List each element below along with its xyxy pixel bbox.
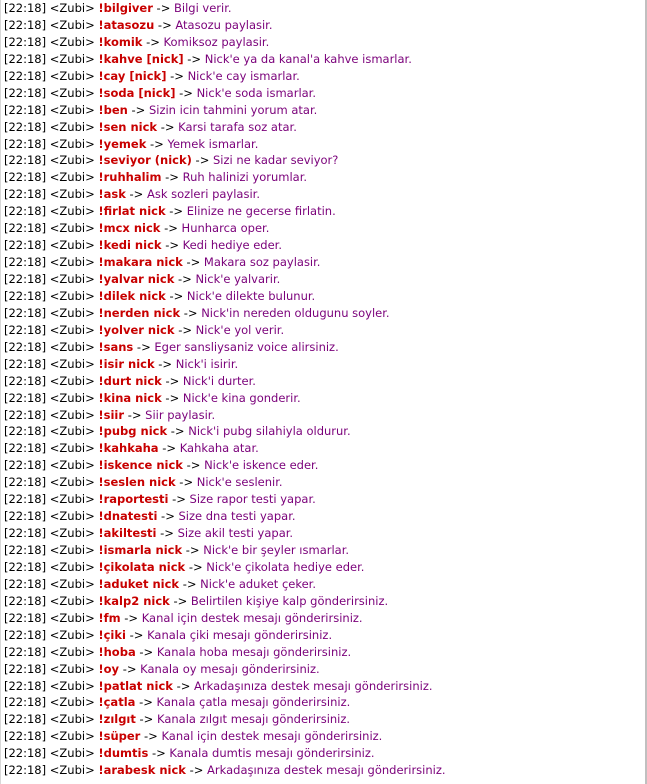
timestamp: [22:18]	[4, 51, 47, 66]
timestamp: [22:18]	[4, 509, 47, 524]
command-description: Hunharca oper.	[181, 221, 270, 236]
sender-nick: <Zubi>	[49, 407, 95, 422]
arrow-separator: ->	[164, 221, 178, 236]
arrow-separator: ->	[157, 17, 172, 32]
chat-message	[4, 762, 643, 779]
chat-message	[4, 169, 643, 186]
timestamp: [22:18]	[4, 678, 47, 693]
arrow-separator: ->	[189, 763, 204, 778]
chat-message	[4, 356, 643, 373]
arrow-separator: ->	[188, 559, 203, 574]
timestamp: [22:18]	[4, 85, 47, 100]
chat-message	[4, 339, 643, 356]
command-text: !çatla	[98, 695, 136, 710]
sender-nick: <Zubi>	[49, 51, 95, 66]
chat-message	[4, 694, 643, 711]
timestamp: [22:18]	[4, 729, 47, 744]
chat-message	[4, 237, 643, 254]
chat-message	[4, 102, 643, 119]
chat-message	[4, 491, 643, 508]
command-description: Nick'e seslenir.	[196, 475, 283, 490]
sender-nick: <Zubi>	[49, 695, 95, 710]
arrow-separator: ->	[185, 543, 200, 557]
command-description: Kanala zılgıt mesajı gönderirsiniz.	[156, 712, 351, 727]
sender-nick: <Zubi>	[49, 492, 95, 507]
command-description: Kedi hediye eder.	[182, 238, 283, 253]
sender-nick: <Zubi>	[49, 661, 95, 676]
timestamp: [22:18]	[4, 475, 47, 490]
command-text: !dilek nick	[98, 288, 166, 303]
command-description: Komiksoz paylasir.	[163, 34, 270, 49]
sender-nick: <Zubi>	[49, 255, 95, 270]
arrow-separator: ->	[187, 51, 202, 66]
command-description: Kanala dumtis mesajı gönderirsiniz.	[169, 746, 375, 761]
timestamp: [22:18]	[4, 34, 47, 49]
timestamp: [22:18]	[4, 458, 47, 473]
chat-message	[4, 152, 643, 169]
chat-message	[4, 186, 643, 203]
timestamp: [22:18]	[4, 153, 47, 168]
command-description: Kanala çiki mesajı gönderirsiniz.	[147, 627, 333, 642]
chat-message	[4, 610, 643, 627]
chat-message	[4, 745, 643, 762]
arrow-separator: ->	[129, 627, 144, 642]
command-description: Nick'e yol verir.	[195, 322, 285, 337]
sender-nick: <Zubi>	[49, 526, 95, 541]
timestamp: [22:18]	[4, 1, 47, 15]
command-text: !aduket nick	[98, 576, 180, 591]
command-description: Nick'e yalvarir.	[195, 272, 281, 286]
chat-message	[4, 390, 643, 407]
arrow-separator: ->	[124, 610, 139, 625]
arrow-separator: ->	[179, 475, 194, 490]
chat-message	[4, 68, 643, 85]
sender-nick: <Zubi>	[49, 322, 95, 337]
chat-message	[4, 678, 643, 695]
timestamp: [22:18]	[4, 610, 47, 625]
command-description: Kanal için destek mesajı gönderirsiniz.	[161, 729, 383, 744]
timestamp: [22:18]	[4, 68, 47, 83]
chat-message	[4, 322, 643, 339]
timestamp: [22:18]	[4, 322, 47, 337]
timestamp: [22:18]	[4, 559, 47, 574]
sender-nick: <Zubi>	[49, 576, 95, 591]
arrow-separator: ->	[127, 407, 142, 422]
arrow-separator: ->	[139, 695, 153, 710]
chat-message	[4, 271, 643, 288]
sender-nick: <Zubi>	[49, 509, 95, 524]
timestamp: [22:18]	[4, 272, 47, 286]
arrow-separator: ->	[131, 102, 146, 117]
timestamp: [22:18]	[4, 424, 47, 439]
chat-message	[4, 17, 643, 34]
command-text: !kina nick	[98, 390, 162, 405]
sender-nick: <Zubi>	[49, 1, 95, 15]
timestamp: [22:18]	[4, 356, 47, 371]
command-text: !seslen nick	[98, 475, 176, 490]
arrow-separator: ->	[183, 305, 198, 320]
chat-message	[4, 661, 643, 678]
timestamp: [22:18]	[4, 712, 47, 727]
sender-nick: <Zubi>	[49, 204, 95, 219]
timestamp: [22:18]	[4, 441, 47, 456]
timestamp: [22:18]	[4, 136, 47, 151]
sender-nick: <Zubi>	[49, 390, 95, 405]
sender-nick: <Zubi>	[49, 34, 95, 49]
sender-nick: <Zubi>	[49, 475, 95, 490]
command-description: Nick'e iskence eder.	[204, 458, 319, 473]
command-text: !dumtis	[98, 746, 149, 761]
command-description: Size rapor testi yapar.	[189, 492, 316, 507]
command-text: !kahve [nick]	[98, 51, 184, 66]
command-text: !seviyor (nick)	[98, 153, 192, 168]
timestamp: [22:18]	[4, 695, 47, 710]
timestamp: [22:18]	[4, 305, 47, 320]
command-description: Arkadaşınıza destek mesajı gönderirsiniz.	[194, 678, 433, 693]
command-description: Arkadaşınıza destek mesajı gönderirsiniz.	[207, 763, 446, 778]
arrow-separator: ->	[156, 1, 171, 15]
arrow-separator: ->	[160, 526, 174, 541]
message-list	[4, 0, 643, 779]
command-text: !fm	[98, 610, 121, 625]
timestamp: [22:18]	[4, 204, 47, 219]
sender-nick: <Zubi>	[49, 153, 95, 168]
timestamp: [22:18]	[4, 593, 47, 608]
command-description: Nick'e cay ismarlar.	[187, 68, 300, 83]
command-description: Nick'i durter.	[182, 373, 256, 388]
arrow-separator: ->	[172, 492, 186, 507]
arrow-separator: ->	[165, 373, 180, 388]
arrow-separator: ->	[146, 34, 160, 49]
sender-nick: <Zubi>	[49, 221, 95, 236]
arrow-separator: ->	[179, 85, 193, 100]
command-text: !dnatesti	[98, 509, 158, 524]
arrow-separator: ->	[151, 746, 166, 761]
command-text: !yemek	[98, 136, 147, 151]
command-text: !durt nick	[98, 373, 162, 388]
chat-message	[4, 627, 643, 644]
command-text: !pubg nick	[98, 424, 168, 439]
command-text: !cay [nick]	[98, 68, 167, 83]
command-text: !yalvar nick	[98, 272, 175, 286]
arrow-separator: ->	[161, 509, 175, 524]
command-text: !iskence nick	[98, 458, 183, 473]
timestamp: [22:18]	[4, 746, 47, 761]
command-text: !ruhhalim	[98, 170, 162, 185]
sender-nick: <Zubi>	[49, 68, 95, 83]
command-description: Ruh halinizi yorumlar.	[182, 170, 308, 185]
chat-message	[4, 288, 643, 305]
sender-nick: <Zubi>	[49, 17, 95, 32]
timestamp: [22:18]	[4, 119, 47, 134]
sender-nick: <Zubi>	[49, 85, 95, 100]
arrow-separator: ->	[186, 458, 201, 473]
command-text: !raportesti	[98, 492, 169, 507]
sender-nick: <Zubi>	[49, 170, 95, 185]
sender-nick: <Zubi>	[49, 729, 95, 744]
sender-nick: <Zubi>	[49, 678, 95, 693]
command-description: Sizi ne kadar seviyor?	[213, 153, 339, 168]
arrow-separator: ->	[169, 288, 184, 303]
timestamp: [22:18]	[4, 238, 47, 253]
sender-nick: <Zubi>	[49, 288, 95, 303]
command-text: !kedi nick	[98, 238, 162, 253]
sender-nick: <Zubi>	[49, 102, 95, 117]
command-text: !sen nick	[98, 119, 158, 134]
timestamp: [22:18]	[4, 407, 47, 422]
chat-message	[4, 407, 643, 424]
arrow-separator: ->	[162, 441, 177, 456]
command-description: Nick'e kina gonderir.	[182, 390, 301, 405]
command-text: !süper	[98, 729, 141, 744]
sender-nick: <Zubi>	[49, 339, 95, 354]
sender-nick: <Zubi>	[49, 458, 95, 473]
command-description: Kanala oy mesajı gönderirsiniz.	[140, 661, 320, 676]
command-description: Elinize ne gecerse firlatin.	[186, 204, 336, 219]
chat-message	[4, 508, 643, 525]
chat-message	[4, 85, 643, 102]
arrow-separator: ->	[195, 153, 210, 168]
timestamp: [22:18]	[4, 390, 47, 405]
command-description: Bilgi verir.	[174, 1, 232, 15]
sender-nick: <Zubi>	[49, 712, 95, 727]
arrow-separator: ->	[178, 272, 192, 286]
sender-nick: <Zubi>	[49, 559, 95, 574]
command-text: !çiki	[98, 627, 126, 642]
arrow-separator: ->	[178, 322, 192, 337]
timestamp: [22:18]	[4, 255, 47, 270]
command-text: !hoba	[98, 644, 136, 659]
command-description: Nick'in nereden oldugunu soyler.	[201, 305, 390, 320]
command-description: Nick'i pubg silahiyla oldurur.	[188, 424, 351, 439]
chat-message	[4, 542, 643, 559]
sender-nick: <Zubi>	[49, 610, 95, 625]
chat-message	[4, 0, 643, 17]
chat-message	[4, 373, 643, 390]
command-text: !kalp2 nick	[98, 593, 170, 608]
command-text: !mcx nick	[98, 221, 161, 236]
arrow-separator: ->	[169, 204, 184, 219]
timestamp: [22:18]	[4, 492, 47, 507]
command-description: Eger sansliysaniz voice alirsiniz.	[154, 339, 339, 354]
sender-nick: <Zubi>	[49, 305, 95, 320]
chat-message	[4, 711, 643, 728]
command-text: !makara nick	[98, 255, 183, 270]
command-description: Siir paylasir.	[145, 407, 216, 422]
arrow-separator: ->	[186, 255, 201, 270]
command-text: !arabesk nick	[98, 763, 186, 778]
sender-nick: <Zubi>	[49, 441, 95, 456]
sender-nick: <Zubi>	[49, 187, 95, 202]
sender-nick: <Zubi>	[49, 136, 95, 151]
chat-message	[4, 119, 643, 136]
timestamp: [22:18]	[4, 187, 47, 202]
command-text: !siir	[98, 407, 125, 422]
command-description: Nick'e çikolata hediye eder.	[206, 559, 365, 574]
sender-nick: <Zubi>	[49, 356, 95, 371]
sender-nick: <Zubi>	[49, 763, 95, 778]
command-text: !bilgiver	[98, 1, 153, 15]
command-text: !patlat nick	[98, 678, 173, 693]
command-description: Size akil testi yapar.	[177, 526, 294, 541]
chat-message	[4, 728, 643, 745]
chat-message	[4, 593, 643, 610]
command-description: Sizin icin tahmini yorum atar.	[148, 102, 318, 117]
arrow-separator: ->	[129, 187, 144, 202]
command-description: Ask sozleri paylasir.	[146, 187, 260, 202]
timestamp: [22:18]	[4, 221, 47, 236]
sender-nick: <Zubi>	[49, 272, 95, 286]
chat-message	[4, 644, 643, 661]
command-text: !ben	[98, 102, 128, 117]
timestamp: [22:18]	[4, 644, 47, 659]
chat-message	[4, 34, 643, 51]
command-description: Makara soz paylasir.	[203, 255, 321, 270]
sender-nick: <Zubi>	[49, 424, 95, 439]
timestamp: [22:18]	[4, 627, 47, 642]
timestamp: [22:18]	[4, 102, 47, 117]
timestamp: [22:18]	[4, 170, 47, 185]
chat-message	[4, 423, 643, 440]
sender-nick: <Zubi>	[49, 627, 95, 642]
arrow-separator: ->	[144, 729, 158, 744]
timestamp: [22:18]	[4, 543, 47, 557]
command-description: Karsi tarafa soz atar.	[178, 119, 297, 134]
command-description: Nick'e soda ismarlar.	[196, 85, 317, 100]
chat-message	[4, 440, 643, 457]
arrow-separator: ->	[165, 390, 180, 405]
arrow-separator: ->	[160, 119, 175, 134]
chat-message	[4, 559, 643, 576]
command-text: !yolver nick	[98, 322, 175, 337]
command-text: !oy	[98, 661, 120, 676]
chat-message	[4, 525, 643, 542]
command-text: !sans	[98, 339, 134, 354]
chat-message	[4, 136, 643, 153]
command-description: Belirtilen kişiye kalp gönderirsiniz.	[190, 593, 389, 608]
arrow-separator: ->	[139, 712, 154, 727]
command-description: Nick'e dilekte bulunur.	[186, 288, 316, 303]
command-description: Nick'e ya da kanal'a kahve ismarlar.	[204, 51, 412, 66]
timestamp: [22:18]	[4, 526, 47, 541]
command-description: Nick'e aduket çeker.	[200, 576, 317, 591]
command-text: !ismarla nick	[98, 543, 183, 557]
command-text: !atasozu	[98, 17, 155, 32]
timestamp: [22:18]	[4, 763, 47, 778]
arrow-separator: ->	[139, 644, 154, 659]
chat-message	[4, 51, 643, 68]
timestamp: [22:18]	[4, 339, 47, 354]
command-description: Kanal için destek mesajı gönderirsiniz.	[141, 610, 363, 625]
command-description: Nick'e bir şeyler ısmarlar.	[203, 543, 350, 557]
command-text: !komik	[98, 34, 143, 49]
command-description: Nick'i isirir.	[175, 356, 239, 371]
arrow-separator: ->	[150, 136, 164, 151]
chat-message	[4, 305, 643, 322]
chat-message	[4, 474, 643, 491]
timestamp: [22:18]	[4, 373, 47, 388]
command-text: !kahkaha	[98, 441, 159, 456]
arrow-separator: ->	[122, 661, 137, 676]
command-text: !zılgıt	[98, 712, 136, 727]
sender-nick: <Zubi>	[49, 644, 95, 659]
sender-nick: <Zubi>	[49, 119, 95, 134]
command-text: !ask	[98, 187, 126, 202]
chat-message	[4, 254, 643, 271]
arrow-separator: ->	[165, 170, 179, 185]
command-description: Size dna testi yapar.	[178, 509, 296, 524]
arrow-separator: ->	[158, 356, 173, 371]
sender-nick: <Zubi>	[49, 746, 95, 761]
arrow-separator: ->	[136, 339, 151, 354]
arrow-separator: ->	[170, 424, 185, 439]
chat-message	[4, 576, 643, 593]
command-text: !firlat nick	[98, 204, 166, 219]
command-text: !isir nick	[98, 356, 155, 371]
sender-nick: <Zubi>	[49, 593, 95, 608]
chat-message	[4, 457, 643, 474]
sender-nick: <Zubi>	[49, 238, 95, 253]
timestamp: [22:18]	[4, 288, 47, 303]
timestamp: [22:18]	[4, 17, 47, 32]
timestamp: [22:18]	[4, 661, 47, 676]
arrow-separator: ->	[165, 238, 179, 253]
command-description: Kanala hoba mesajı gönderirsiniz.	[156, 644, 352, 659]
command-text: !çikolata nick	[98, 559, 186, 574]
timestamp: [22:18]	[4, 576, 47, 591]
command-text: !akiltesti	[98, 526, 157, 541]
command-description: Kanala çatla mesajı gönderirsiniz.	[156, 695, 351, 710]
sender-nick: <Zubi>	[49, 543, 95, 557]
arrow-separator: ->	[173, 593, 188, 608]
command-text: !soda [nick]	[98, 85, 176, 100]
arrow-separator: ->	[176, 678, 191, 693]
arrow-separator: ->	[170, 68, 184, 83]
command-description: Atasozu paylasir.	[175, 17, 273, 32]
chat-message	[4, 220, 643, 237]
command-text: !nerden nick	[98, 305, 181, 320]
command-description: Kahkaha atar.	[179, 441, 259, 456]
chat-message	[4, 203, 643, 220]
arrow-separator: ->	[182, 576, 197, 591]
sender-nick: <Zubi>	[49, 373, 95, 388]
command-description: Yemek ismarlar.	[167, 136, 259, 151]
